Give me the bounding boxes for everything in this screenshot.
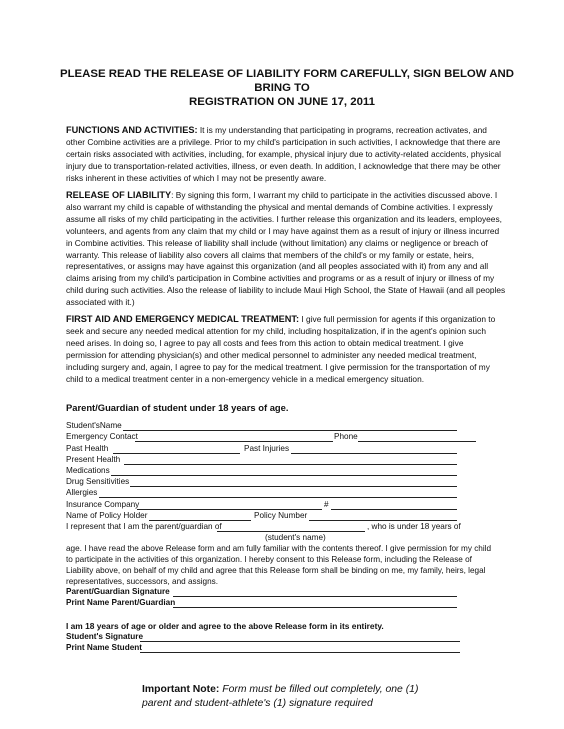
insurance-number-field[interactable] <box>331 509 457 510</box>
guardian-heading: Parent/Guardian of student under 18 years of age. <box>66 402 289 413</box>
note-label: Important Note: <box>142 684 220 695</box>
student-print-label: Print Name Student <box>66 643 142 653</box>
student-name-field[interactable] <box>123 430 457 431</box>
medications-field[interactable] <box>111 475 457 476</box>
student-name-label: Student'sName <box>66 421 122 431</box>
first-aid-body: I give full permission for agents if this organization to seek and secure any needed medical attention for my child, including hospitalization, if in the agent's opinion such need arises. In doing so, I agree to pay all costs and fees from this action to obtain medical treatment. I give permission for attending physician(s) and other medical personnel to administer any needed medical treatment, including surgery and, again, I agree to pay for the medical treatment. I give permission for the transportation of my child to a medical treatment center in a non-emergency vehicle in a medical emergency situation. <box>66 314 496 384</box>
insurance-company-label: Insurance Company <box>66 499 140 509</box>
functions-heading: FUNCTIONS AND ACTIVITIES: <box>66 125 198 135</box>
consent-text: age. I have read the above Release form and am fully familiar with the contents thereof. I give permission for my child to participate in the activities of this organization. I hereby consent to this Release form, including the Release of Liability above, on behalf of my child and agree that this Release form shall be binding on me, my family, heirs, legal representatives, successors, and assigns. <box>66 544 492 586</box>
emergency-contact-label: Emergency Contact <box>66 432 138 442</box>
policy-number-label: Policy Number <box>254 510 308 520</box>
release-section <box>66 190 506 309</box>
title-line-1: PLEASE READ THE RELEASE OF LIABILITY FORM CAREFULLY, SIGN BELOW AND <box>60 68 514 80</box>
guardian-signature-label: Parent/Guardian Signature <box>66 587 170 597</box>
student-print-field[interactable] <box>140 652 460 653</box>
note-line-1 <box>142 683 442 697</box>
form-title <box>60 67 514 109</box>
student-name-caption: (student's name) <box>265 533 326 543</box>
release-heading: RELEASE OF LIABILITY <box>66 190 172 200</box>
student-signature-block <box>66 632 486 654</box>
past-health-row <box>66 443 486 454</box>
guardian-print-row <box>66 598 486 609</box>
title-line-2: BRING TO <box>254 82 310 94</box>
represent-suffix: , who is under 18 years of <box>367 521 461 531</box>
phone-label: Phone <box>334 432 358 442</box>
guardian-signature-field[interactable] <box>173 596 457 597</box>
functions-body: It is my understanding that participating in programs, recreation activates, and other Combine activities are a privilege. Prior to my child's participation in such activities, I acknowledge that there are certain risks associated with activities, including, for example, physical injury due to activity-related accidents, physical injury due to transportation-related activities, illness, or even death. In addition, I acknowledge that there may be other risks inherent in these activities of which I may not be presently aware. <box>66 125 501 183</box>
student-signature-field[interactable] <box>140 641 460 642</box>
insurance-number-label: # <box>324 499 329 509</box>
adult-statement: I am 18 years of age or older and agree to the above Release form in its entirety. <box>66 621 384 631</box>
policy-holder-label: Name of Policy Holder <box>66 510 148 520</box>
release-body: : By signing this form, I warrant my child to participate in the activities discussed above. I also warrant my child is capable of withstanding the physical and mental demands of Combine activities. I expressly assume all risks of my child participating in the activities. I further release this organization and its leaders, employees, volunteers, and agents from any claim that my child or I may have against them as a result of injury or illness incurred in Combine activities. This release of liability shall include (without limitation) any claims or negligence or breach of warranty. This release of liability also covers all claims that members of the child's or my family or estate, heirs, representatives, or assigns may have against this organization (and all peoples associated with it) from any and all claims arising from my child's participation in Combine activities and programs or as a result of injury or illness of my child during such activities. Also the release of liability to include Maui High School, the State of Hawaii (and all peoples associated with it.) <box>66 190 506 308</box>
allergies-field[interactable] <box>99 497 457 498</box>
functions-section <box>66 125 506 185</box>
present-health-field[interactable] <box>124 464 457 465</box>
important-note <box>142 683 442 710</box>
first-aid-heading: FIRST AID AND EMERGENCY MEDICAL TREATMENT: <box>66 314 300 324</box>
student-name-caption-row <box>66 533 486 544</box>
past-health-field[interactable] <box>113 453 240 454</box>
represent-prefix: I represent that I am the parent/guardian of <box>66 521 222 531</box>
phone-field[interactable] <box>358 441 476 442</box>
past-injuries-label: Past Injuries <box>244 443 290 453</box>
drug-sensitivities-field[interactable] <box>130 486 457 487</box>
guardian-signature-block <box>66 587 486 609</box>
student-info-fields <box>66 421 486 544</box>
first-aid-section <box>66 314 506 385</box>
allergies-label: Allergies <box>66 488 98 498</box>
guardian-print-label: Print Name Parent/Guardian <box>66 598 176 608</box>
present-health-label: Present Health <box>66 454 121 464</box>
past-health-label: Past Health <box>66 443 109 453</box>
medications-label: Medications <box>66 465 110 475</box>
drug-sensitivities-label: Drug Sensitivities <box>66 477 130 487</box>
present-health-row <box>66 455 486 466</box>
note-text-1: Form must be filled out completely, one (1) <box>219 684 419 695</box>
title-line-3: REGISTRATION ON JUNE 17, 2011 <box>189 96 375 108</box>
student-print-row <box>66 643 486 654</box>
note-line-2 <box>142 697 442 711</box>
emergency-contact-field[interactable] <box>135 441 333 442</box>
note-text-2: parent and student-athlete's (1) signature required <box>142 697 373 709</box>
past-injuries-field[interactable] <box>291 453 457 454</box>
student-signature-label: Student's Signature <box>66 632 144 642</box>
drug-sensitivities-row <box>66 477 486 488</box>
guardian-print-field[interactable] <box>173 607 457 608</box>
